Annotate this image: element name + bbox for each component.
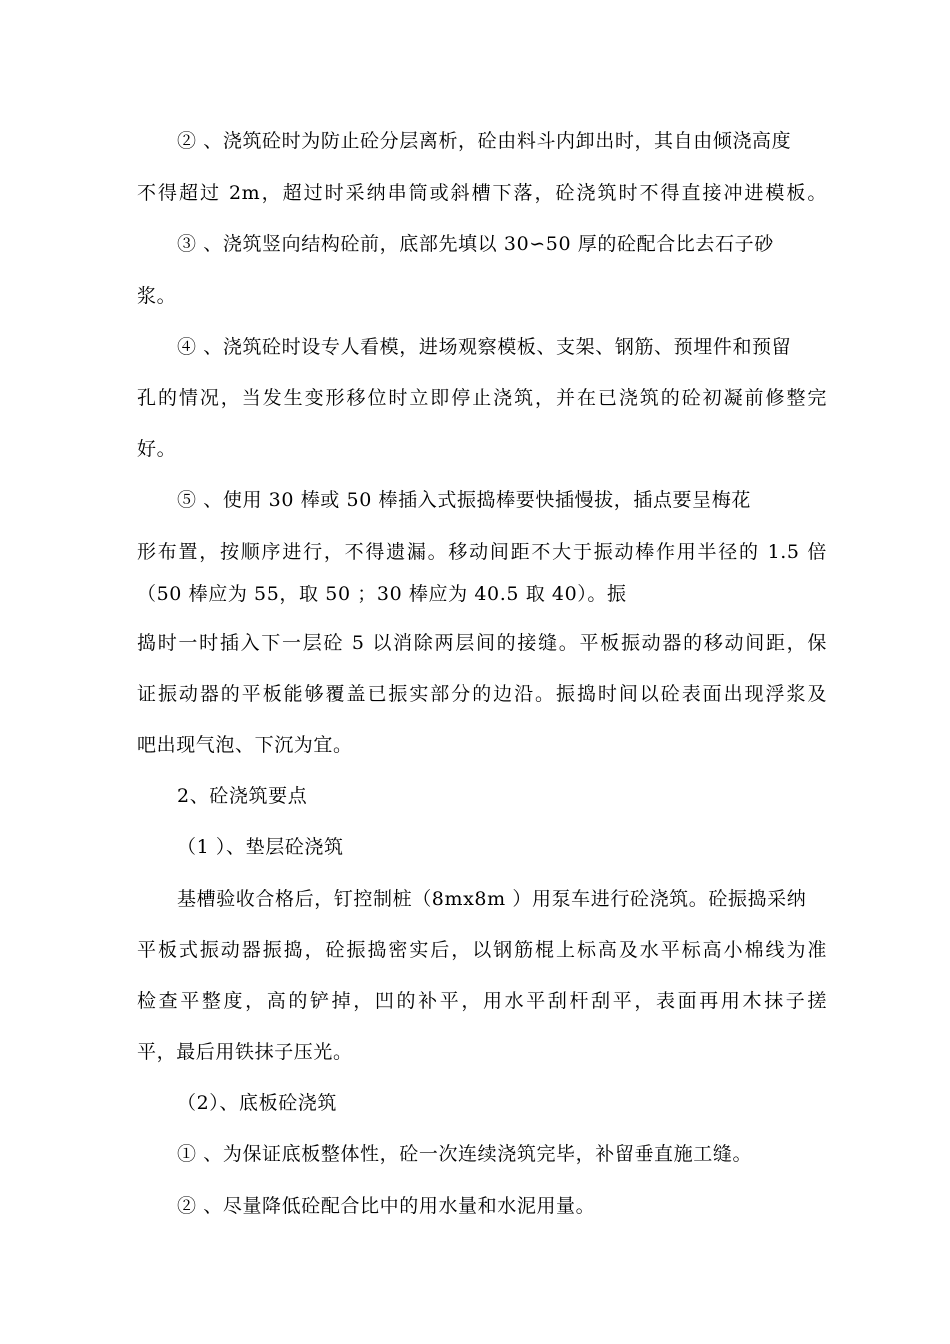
- text-line: 平，最后用铁抹子压光。: [137, 1041, 353, 1063]
- text-line: ② 、尽量降低砼配合比中的用水量和水泥用量。: [177, 1195, 596, 1217]
- text-line: 平板式振动器振捣，砼振捣密实后，以钢筋棍上标高及水平标高小棉线为准: [137, 939, 827, 961]
- subsection-heading: （1 ）、垫层砼浇筑: [177, 836, 344, 858]
- text-line: 基槽验收合格后，钉控制桩（8mx8m ）用泵车进行砼浇筑。砼振捣采纳: [177, 888, 807, 910]
- text-line: 检查平整度，高的铲掉，凹的补平，用水平刮杆刮平，表面再用木抹子搓: [137, 990, 827, 1012]
- text-line: ④ 、浇筑砼时设专人看模，进场观察模板、支架、钢筋、预埋件和预留: [177, 336, 792, 358]
- text-line: 好。: [137, 438, 177, 460]
- text-line: ① 、为保证底板整体性，砼一次连续浇筑完毕，补留垂直施工缝。: [177, 1143, 753, 1165]
- text-line: ③ 、浇筑竖向结构砼前，底部先填以 30∽50 厚的砼配合比去石子砂: [177, 233, 774, 255]
- subsection-heading: （2）、底板砼浇筑: [177, 1092, 337, 1114]
- text-line: 浆。: [137, 285, 177, 307]
- text-line: 形布置，按顺序进行，不得遗漏。移动间距不大于振动棒作用半径的 1.5 倍: [137, 541, 827, 563]
- text-line: （50 棒应为 55，取 50 ；30 棒应为 40.5 取 40）。振: [137, 583, 627, 605]
- text-line: 孔的情况，当发生变形移位时立即停止浇筑，并在已浇筑的砼初凝前修整完: [137, 387, 827, 409]
- text-line: 捣时一时插入下一层砼 5 以消除两层间的接缝。平板振动器的移动间距，保: [137, 632, 827, 654]
- section-heading: 2、砼浇筑要点: [177, 785, 308, 807]
- text-line: 不得超过 2m，超过时采纳串筒或斜槽下落，砼浇筑时不得直接冲进模板。: [137, 182, 827, 204]
- text-line: ② 、浇筑砼时为防止砼分层离析，砼由料斗内卸出时，其自由倾浇高度: [177, 130, 792, 152]
- text-line: ⑤ 、使用 30 棒或 50 棒插入式振捣棒要快插慢拔，插点要呈梅花: [177, 489, 751, 511]
- text-line: 吧出现气泡、下沉为宜。: [137, 734, 353, 756]
- text-line: 证振动器的平板能够覆盖已振实部分的边沿。振捣时间以砼表面出现浮浆及: [137, 683, 827, 705]
